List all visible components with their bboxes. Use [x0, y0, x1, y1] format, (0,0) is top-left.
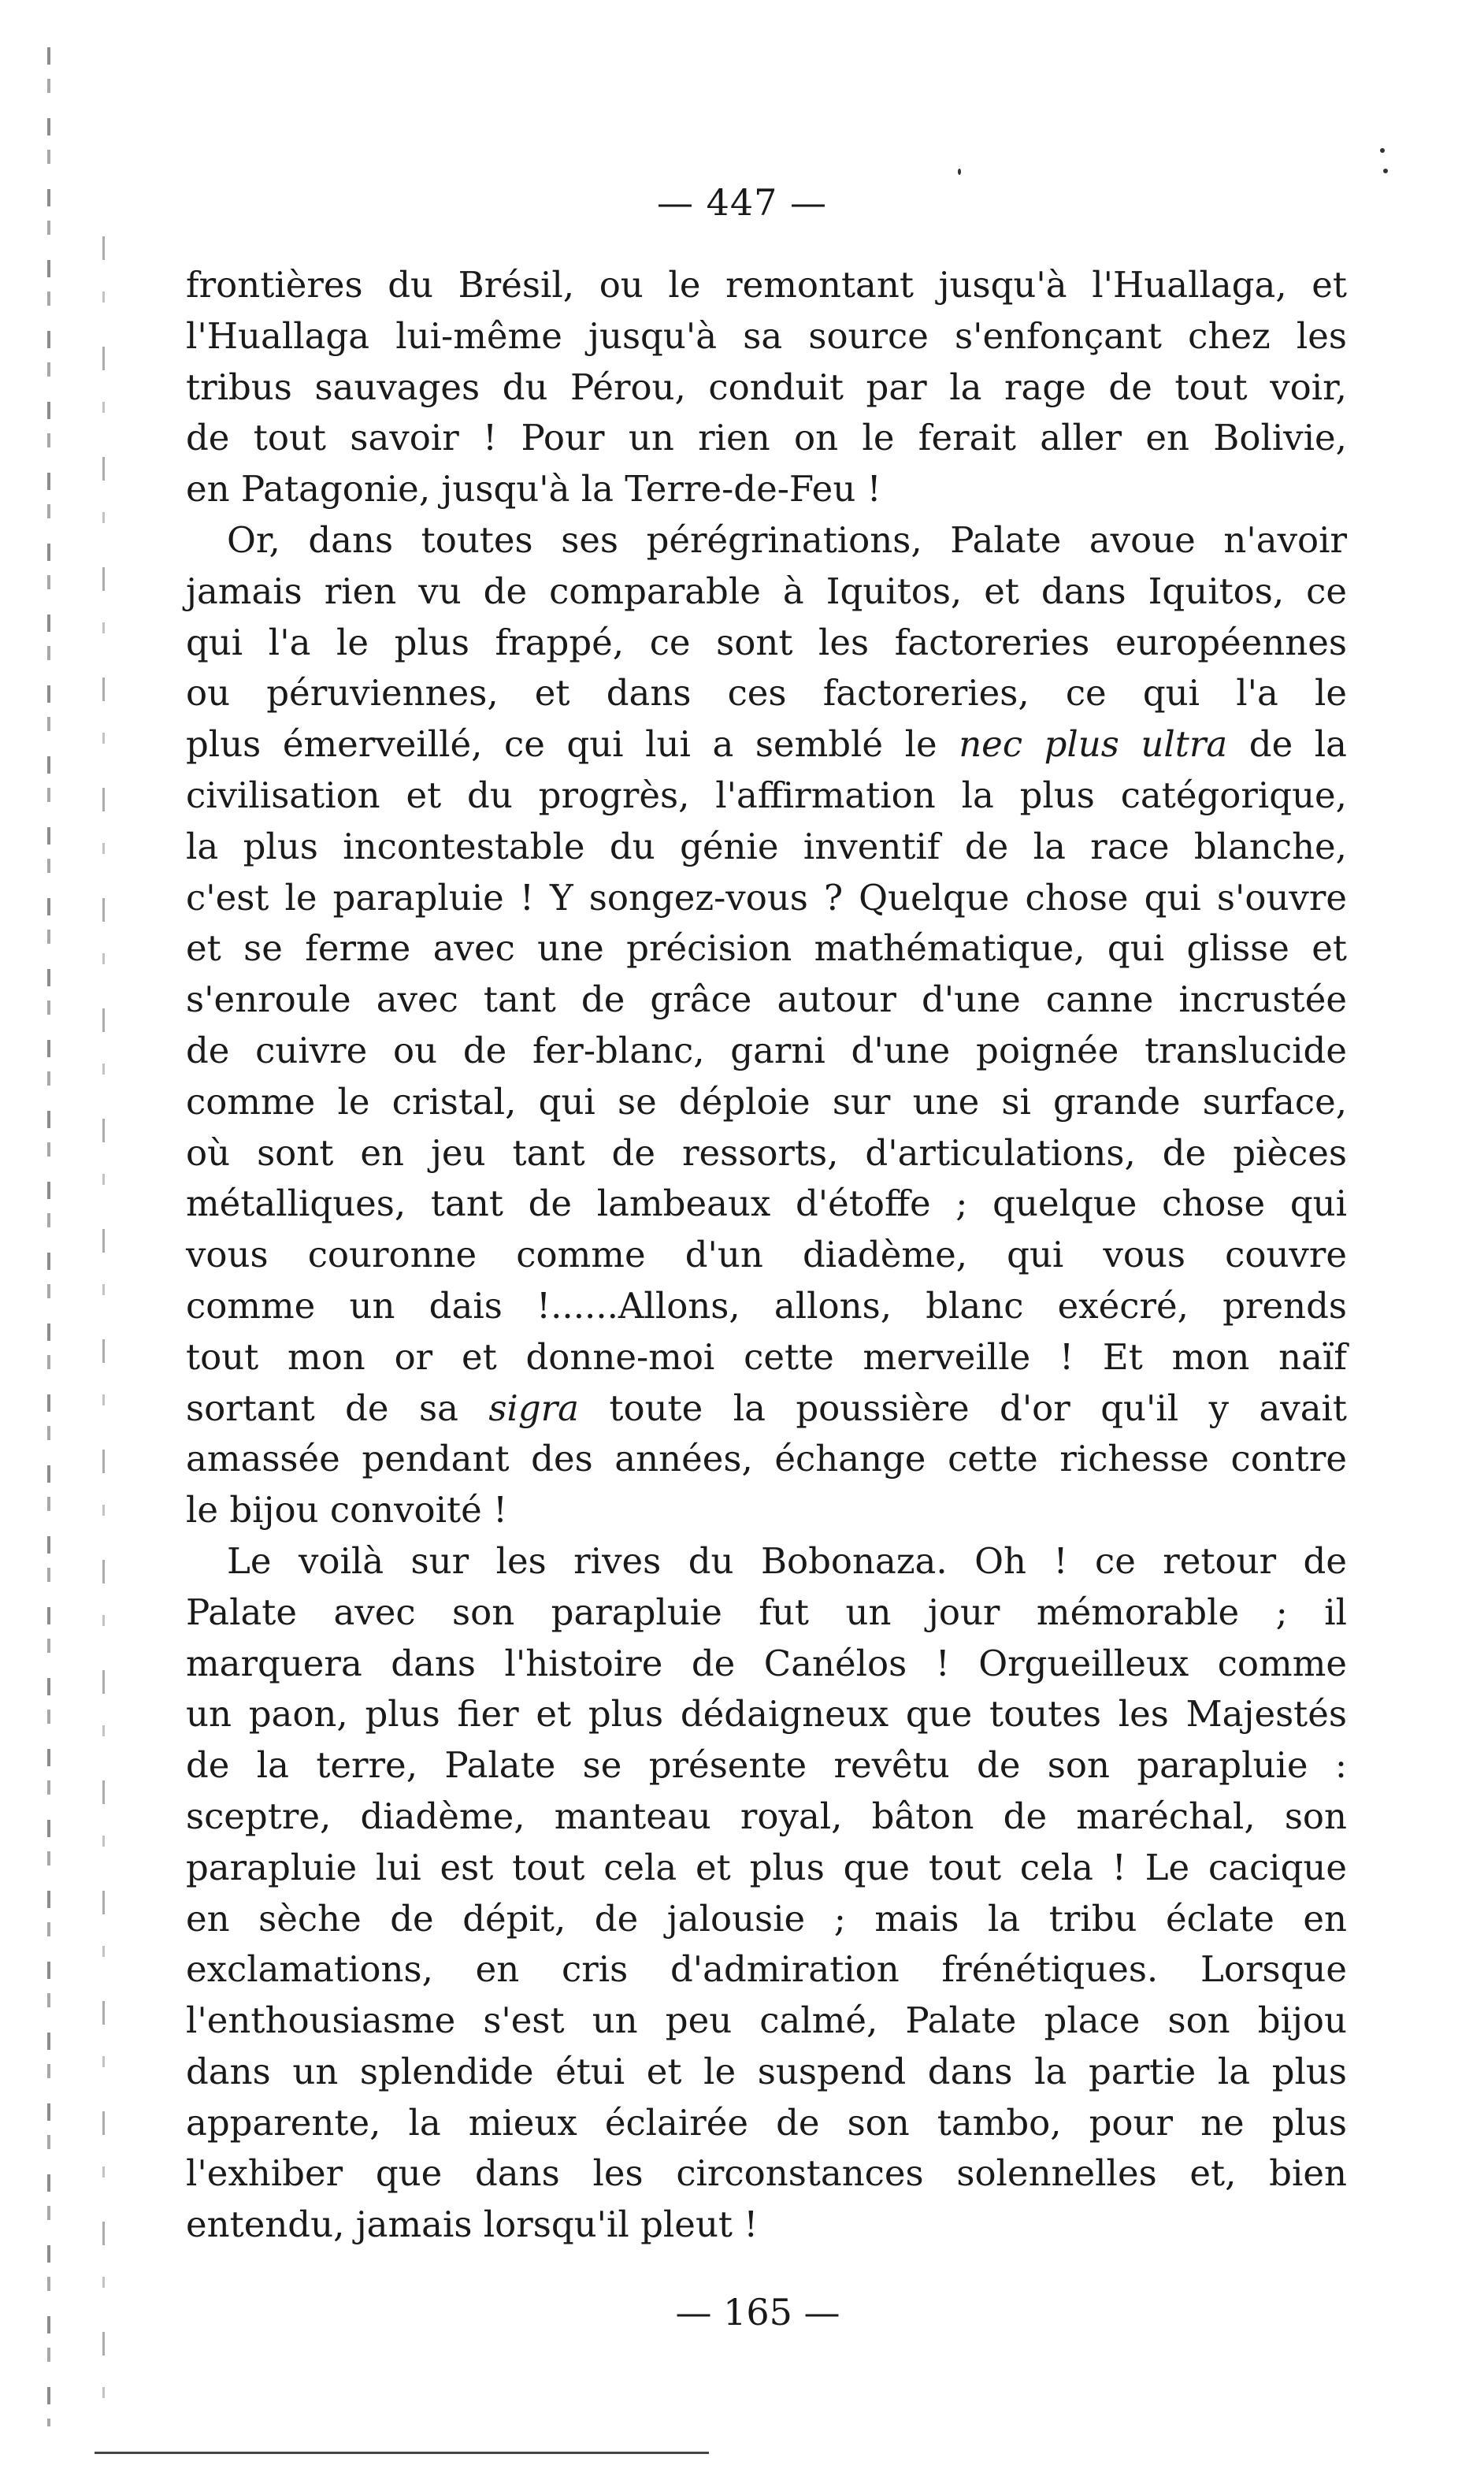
text-line: comme un dais !......Allons, allons, blanc exécré, prends [186, 1284, 1347, 1327]
text-line: ou péruviennes, et dans ces factoreries, ce qui l'a le [186, 672, 1347, 715]
text-line: apparente, la mieux éclairée de son tambo, pour ne plus [186, 2101, 1347, 2144]
text-line: le bijou convoité ! [186, 1489, 508, 1531]
text-line: de la terre, Palate se présente revêtu de son parapluie : [186, 1744, 1347, 1787]
text-line: et se ferme avec une précision mathématique, qui glisse et [186, 927, 1347, 970]
text-line: de tout savoir ! Pour un rien on le ferait aller en Bolivie, [186, 417, 1347, 459]
text-line: civilisation et du progrès, l'affirmation la plus catégorique, [186, 774, 1347, 816]
text-line: Palate avec son parapluie fut un jour mémorable ; il [186, 1591, 1347, 1633]
page-edge-shadow [47, 47, 50, 2426]
text-line: Le voilà sur les rives du Bobonaza. Oh ! ce retour de [227, 1539, 1347, 1582]
text-line: sortant de sa sigra toute la poussière d'or qu'il y avait [186, 1387, 1347, 1429]
italic-phrase: nec plus ultra [959, 723, 1228, 766]
text-line: entendu, jamais lorsqu'il pleut ! [186, 2203, 759, 2246]
text-line: tout mon or et donne-moi cette merveille ! Et mon naïf [186, 1335, 1347, 1378]
body-text [186, 260, 1347, 2251]
text-line: amassée pendant des années, échange cette richesse contre [186, 1438, 1347, 1480]
text-line: sceptre, diadème, manteau royal, bâton de maréchal, son [186, 1795, 1347, 1837]
text-line: qui l'a le plus frappé, ce sont les factoreries européennes [186, 621, 1347, 663]
text-line: c'est le parapluie ! Y songez-vous ? Quelque chose qui s'ouvre [186, 876, 1347, 919]
text-line: l'enthousiasme s'est un peu calmé, Palate place son bijou [186, 1999, 1347, 2042]
text-line: l'exhiber que dans les circonstances solennelles et, bien [186, 2152, 1347, 2195]
text-line: s'enroule avec tant de grâce autour d'une canne incrustée [186, 978, 1347, 1021]
text-line: exclamations, en cris d'admiration frénétiques. Lorsque [186, 1948, 1347, 1991]
text-line: l'Huallaga lui-même jusqu'à sa source s'enfonçant chez les [186, 314, 1347, 357]
text-line: jamais rien vu de comparable à Iquitos, et dans Iquitos, ce [186, 570, 1347, 612]
page-number-bottom: — 165 — [675, 2291, 840, 2333]
text-line: métalliques, tant de lambeaux d'étoffe ; quelque chose qui [186, 1182, 1347, 1225]
ink-speck [958, 169, 961, 175]
text-line: la plus incontestable du génie inventif de la race blanche, [186, 825, 1347, 867]
text-line: marquera dans l'histoire de Canélos ! Orgueilleux comme [186, 1642, 1347, 1684]
text-line: un paon, plus fier et plus dédaigneux que toutes les Majestés [186, 1693, 1347, 1736]
ink-speck [1383, 169, 1388, 173]
page-number-top: — 447 — [656, 181, 828, 224]
text-line: en Patagonie, jusqu'à la Terre-de-Feu ! [186, 468, 881, 510]
text-line: vous couronne comme d'un diadème, qui vous couvre [186, 1234, 1347, 1276]
text-line: frontières du Brésil, ou le remontant jusqu'à l'Huallaga, et [186, 264, 1347, 306]
text-line: tribus sauvages du Pérou, conduit par la rage de tout voir, [186, 366, 1347, 408]
ink-speck [1380, 148, 1385, 153]
text-line: Or, dans toutes ses pérégrinations, Palate avoue n'avoir [227, 518, 1347, 561]
text-line: dans un splendide étui et le suspend dans la partie la plus [186, 2050, 1347, 2092]
page-bottom-rule [95, 2452, 709, 2454]
italic-phrase: sigra [488, 1387, 579, 1429]
text-line: comme le cristal, qui se déploie sur une si grande surface, [186, 1080, 1347, 1123]
text-line: où sont en jeu tant de ressorts, d'articulations, de pièces [186, 1131, 1347, 1174]
page-edge-shadow-inner [102, 236, 105, 2411]
text-line: plus émerveillé, ce qui lui a semblé le nec plus ultra de la [186, 723, 1347, 766]
text-line: de cuivre ou de fer-blanc, garni d'une poignée translucide [186, 1029, 1347, 1071]
text-line: en sèche de dépit, de jalousie ; mais la tribu éclate en [186, 1897, 1347, 1940]
text-line: parapluie lui est tout cela et plus que tout cela ! Le cacique [186, 1846, 1347, 1888]
